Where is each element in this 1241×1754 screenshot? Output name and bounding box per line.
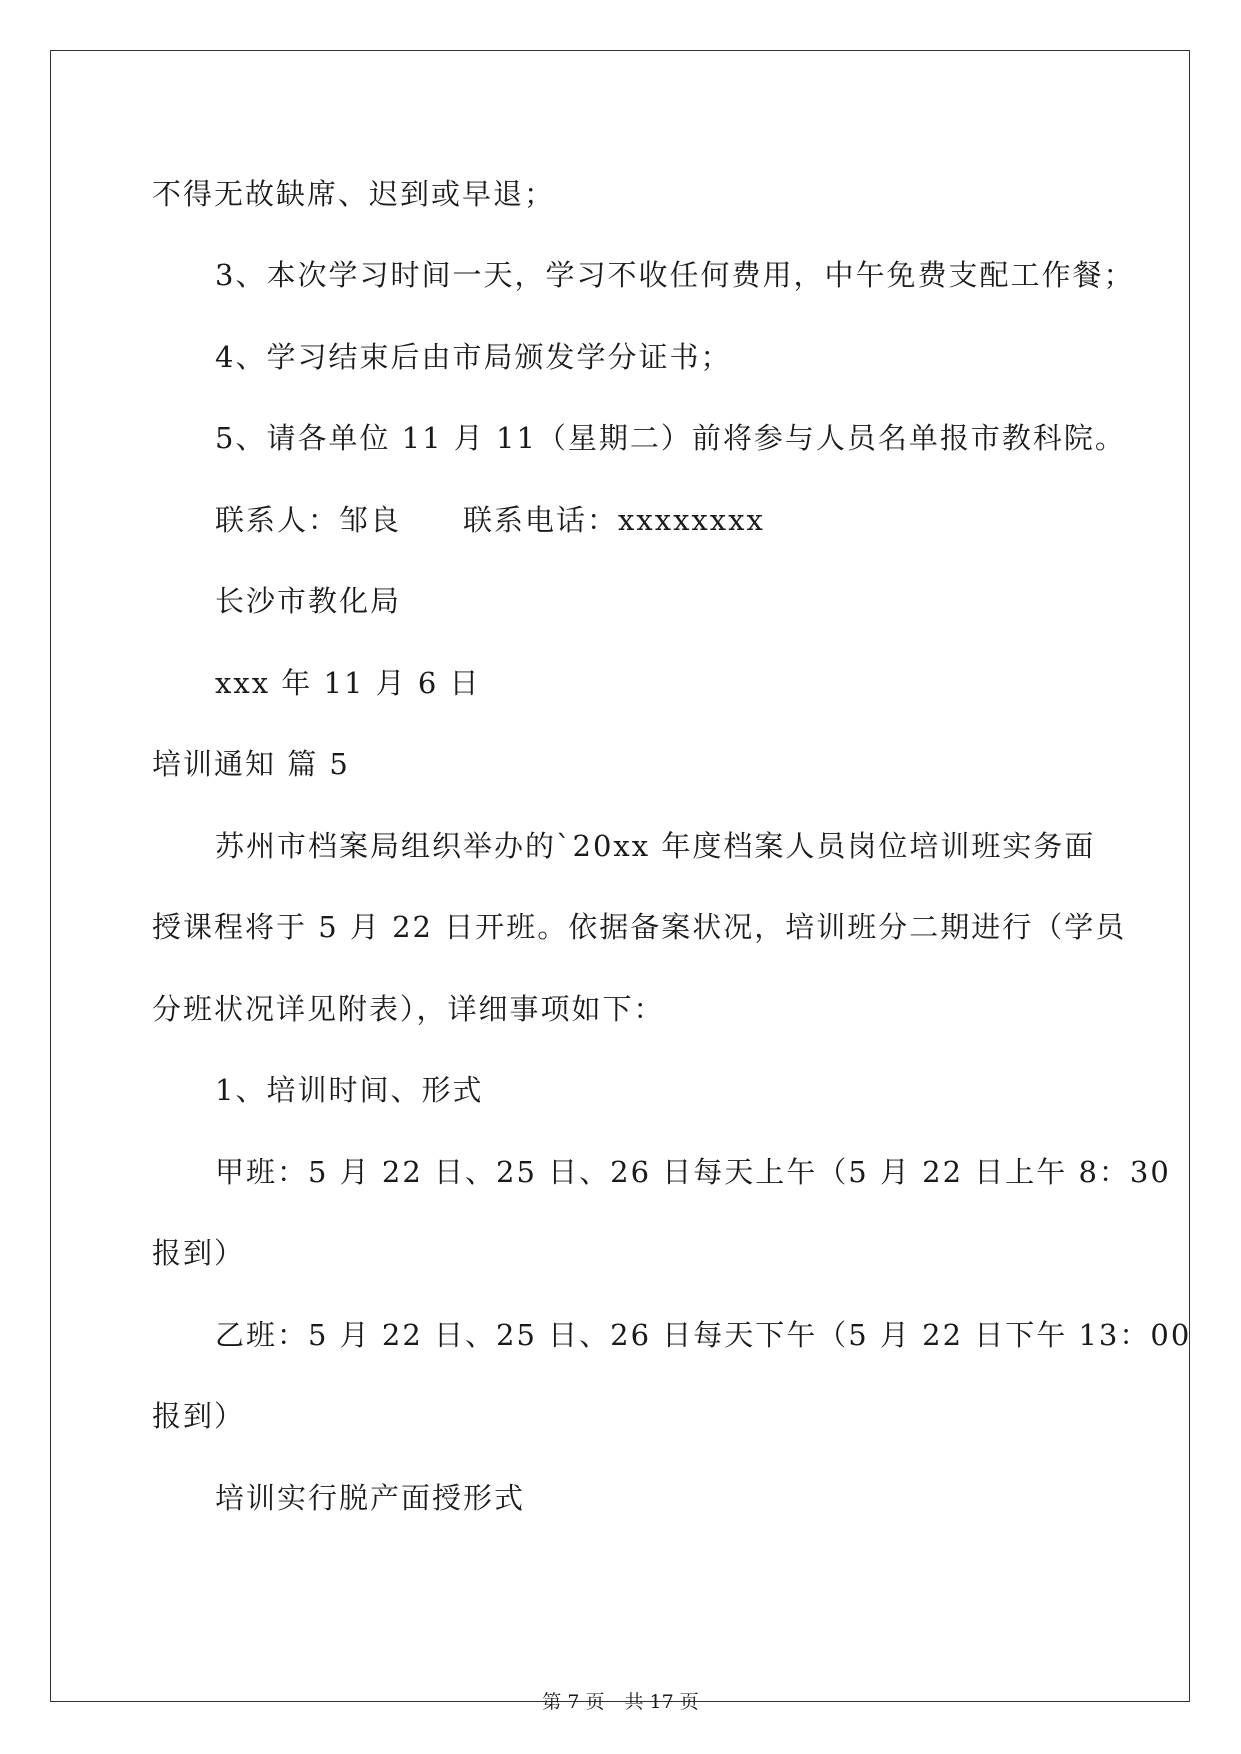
text-line: 3、本次学习时间一天，学习不收任何费用，中午免费支配工作餐； bbox=[215, 258, 1135, 292]
text-line: 报到） bbox=[152, 1236, 246, 1270]
text-line: 5、请各单位 11 月 11（星期二）前将参与人员名单报市教科院。 bbox=[215, 421, 1126, 455]
contact-phone: 联系电话：xxxxxxxx bbox=[463, 503, 765, 537]
contact-line bbox=[215, 502, 765, 538]
text-line: 甲班：5 月 22 日、25 日、26 日每天上午（5 月 22 日上午 8：30 bbox=[215, 1155, 1171, 1189]
text-line: 乙班：5 月 22 日、25 日、26 日每天下午（5 月 22 日下午 13：00 bbox=[215, 1318, 1192, 1352]
page-frame bbox=[50, 50, 1190, 1702]
text-line: 1、培训时间、形式 bbox=[215, 1073, 484, 1107]
text-line: 不得无故缺席、迟到或早退； bbox=[152, 177, 556, 211]
text-line: 授课程将于 5 月 22 日开班。依据备案状况，培训班分二期进行（学员 bbox=[152, 910, 1127, 944]
text-line: 苏州市档案局组织举办的`20xx 年度档案人员岗位培训班实务面 bbox=[215, 829, 1096, 863]
text-line: 4、学习结束后由市局颁发学分证书； bbox=[215, 340, 732, 374]
page-number: 第 7 页 bbox=[542, 1691, 605, 1713]
text-line: 分班状况详见附表），详细事项如下： bbox=[152, 992, 665, 1026]
contact-person: 联系人：邹良 bbox=[215, 503, 402, 537]
text-line: 培训实行脱产面授形式 bbox=[215, 1481, 526, 1515]
page-footer bbox=[0, 1690, 1241, 1714]
page-total: 共 17 页 bbox=[624, 1691, 699, 1713]
section-heading: 培训通知 篇 5 bbox=[152, 747, 350, 781]
text-line: 长沙市教化局 bbox=[215, 584, 402, 618]
text-line: 报到） bbox=[152, 1399, 246, 1433]
date-line: xxx 年 11 月 6 日 bbox=[215, 666, 481, 700]
